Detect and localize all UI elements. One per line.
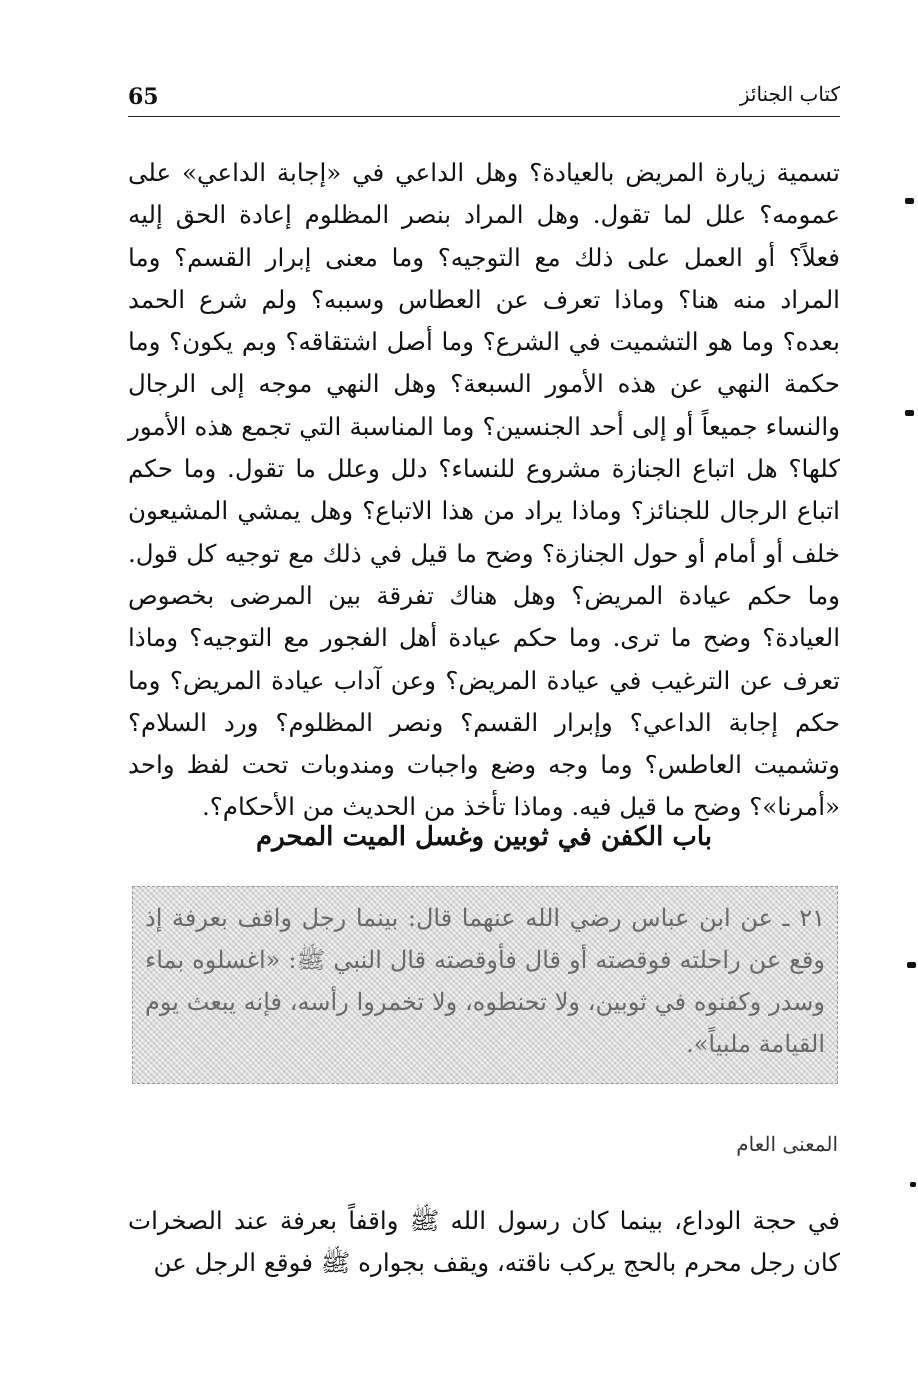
hadith-box: [132, 886, 838, 1084]
hadith-text: ٢١ ـ عن ابن عباس رضي الله عنهما قال: بينما رجل واقف بعرفة إذ وقع عن راحلته فوقصته أو قال فأوقصته قال النبي ﷺ: «اغسلوه بماء وسدر وكفنوه في ثوبين، ولا تحنطوه، ولا تخمروا رأسه، فإنه يبعث يوم القيامة ملبياً».: [145, 904, 825, 1058]
chapter-heading: باب الكفن في ثوبين وغسل الميت المحرم: [255, 822, 713, 852]
questions-paragraph: تسمية زيارة المريض بالعيادة؟ وهل الداعي في «إجابة الداعي» على عمومه؟ علل لما تقول. وهل المراد بنصر المظلوم إعادة الحق إليه فعلاً؟ أو العمل على ذلك مع التوجيه؟ وما معنى إبرار القسم؟ وما المراد منه هنا؟ وماذا تعرف عن العطاس وسببه؟ ولم شرع الحمد بعده؟ وما هو التشميت في الشرع؟ وما أصل اشتقاقه؟ وبم يكون؟ وما حكمة النهي عن هذه الأمور السبعة؟ وهل النهي موجه إلى الرجال والنساء جميعاً أو إلى أحد الجنسين؟ وما المناسبة التي تجمع هذه الأمور كلها؟ هل اتباع الجنازة مشروع للنساء؟ دلل وعلل ما تقول. وما حكم اتباع الرجال للجنائز؟ وماذا يراد من هذا الاتباع؟ وهل يمشي المشيعون خلف أو أمام أو حول الجنازة؟ وضح ما قيل في ذلك مع توجيه كل قول. وما حكم عيادة المريض؟ وهل هناك تفرقة بين المرضى بخصوص العيادة؟ وضح ما ترى. وما حكم عيادة أهل الفجور مع التوجيه؟ وماذا تعرف عن الترغيب في عيادة المريض؟ وعن آداب عيادة المريض؟ وما حكم إجابة الداعي؟ وإبرار القسم؟ ونصر المظلوم؟ ورد السلام؟ وتشميت العاطس؟ وما وجه وضع واجبات ومندوبات تحت لفظ واحد «أمرنا»؟ وضح ما قيل فيه. وماذا تأخذ من الحديث من الأحكام؟.: [128, 158, 840, 822]
body-paragraph: في حجة الوداع، بينما كان رسول الله ﷺ واقفاً بعرفة عند الصخرات كان رجل محرم بالحج يركب ناقته، ويقف بجواره ﷺ فوقع الرجل عن: [128, 1206, 840, 1278]
running-title: كتاب الجنائز: [739, 82, 840, 106]
page-number: 65: [128, 84, 159, 110]
section-label: المعنى العام: [736, 1132, 838, 1156]
margin-mark: [905, 410, 914, 416]
page-header: [128, 80, 840, 117]
margin-mark: [910, 1182, 916, 1187]
margin-mark: [905, 198, 914, 204]
margin-mark: [907, 962, 916, 968]
